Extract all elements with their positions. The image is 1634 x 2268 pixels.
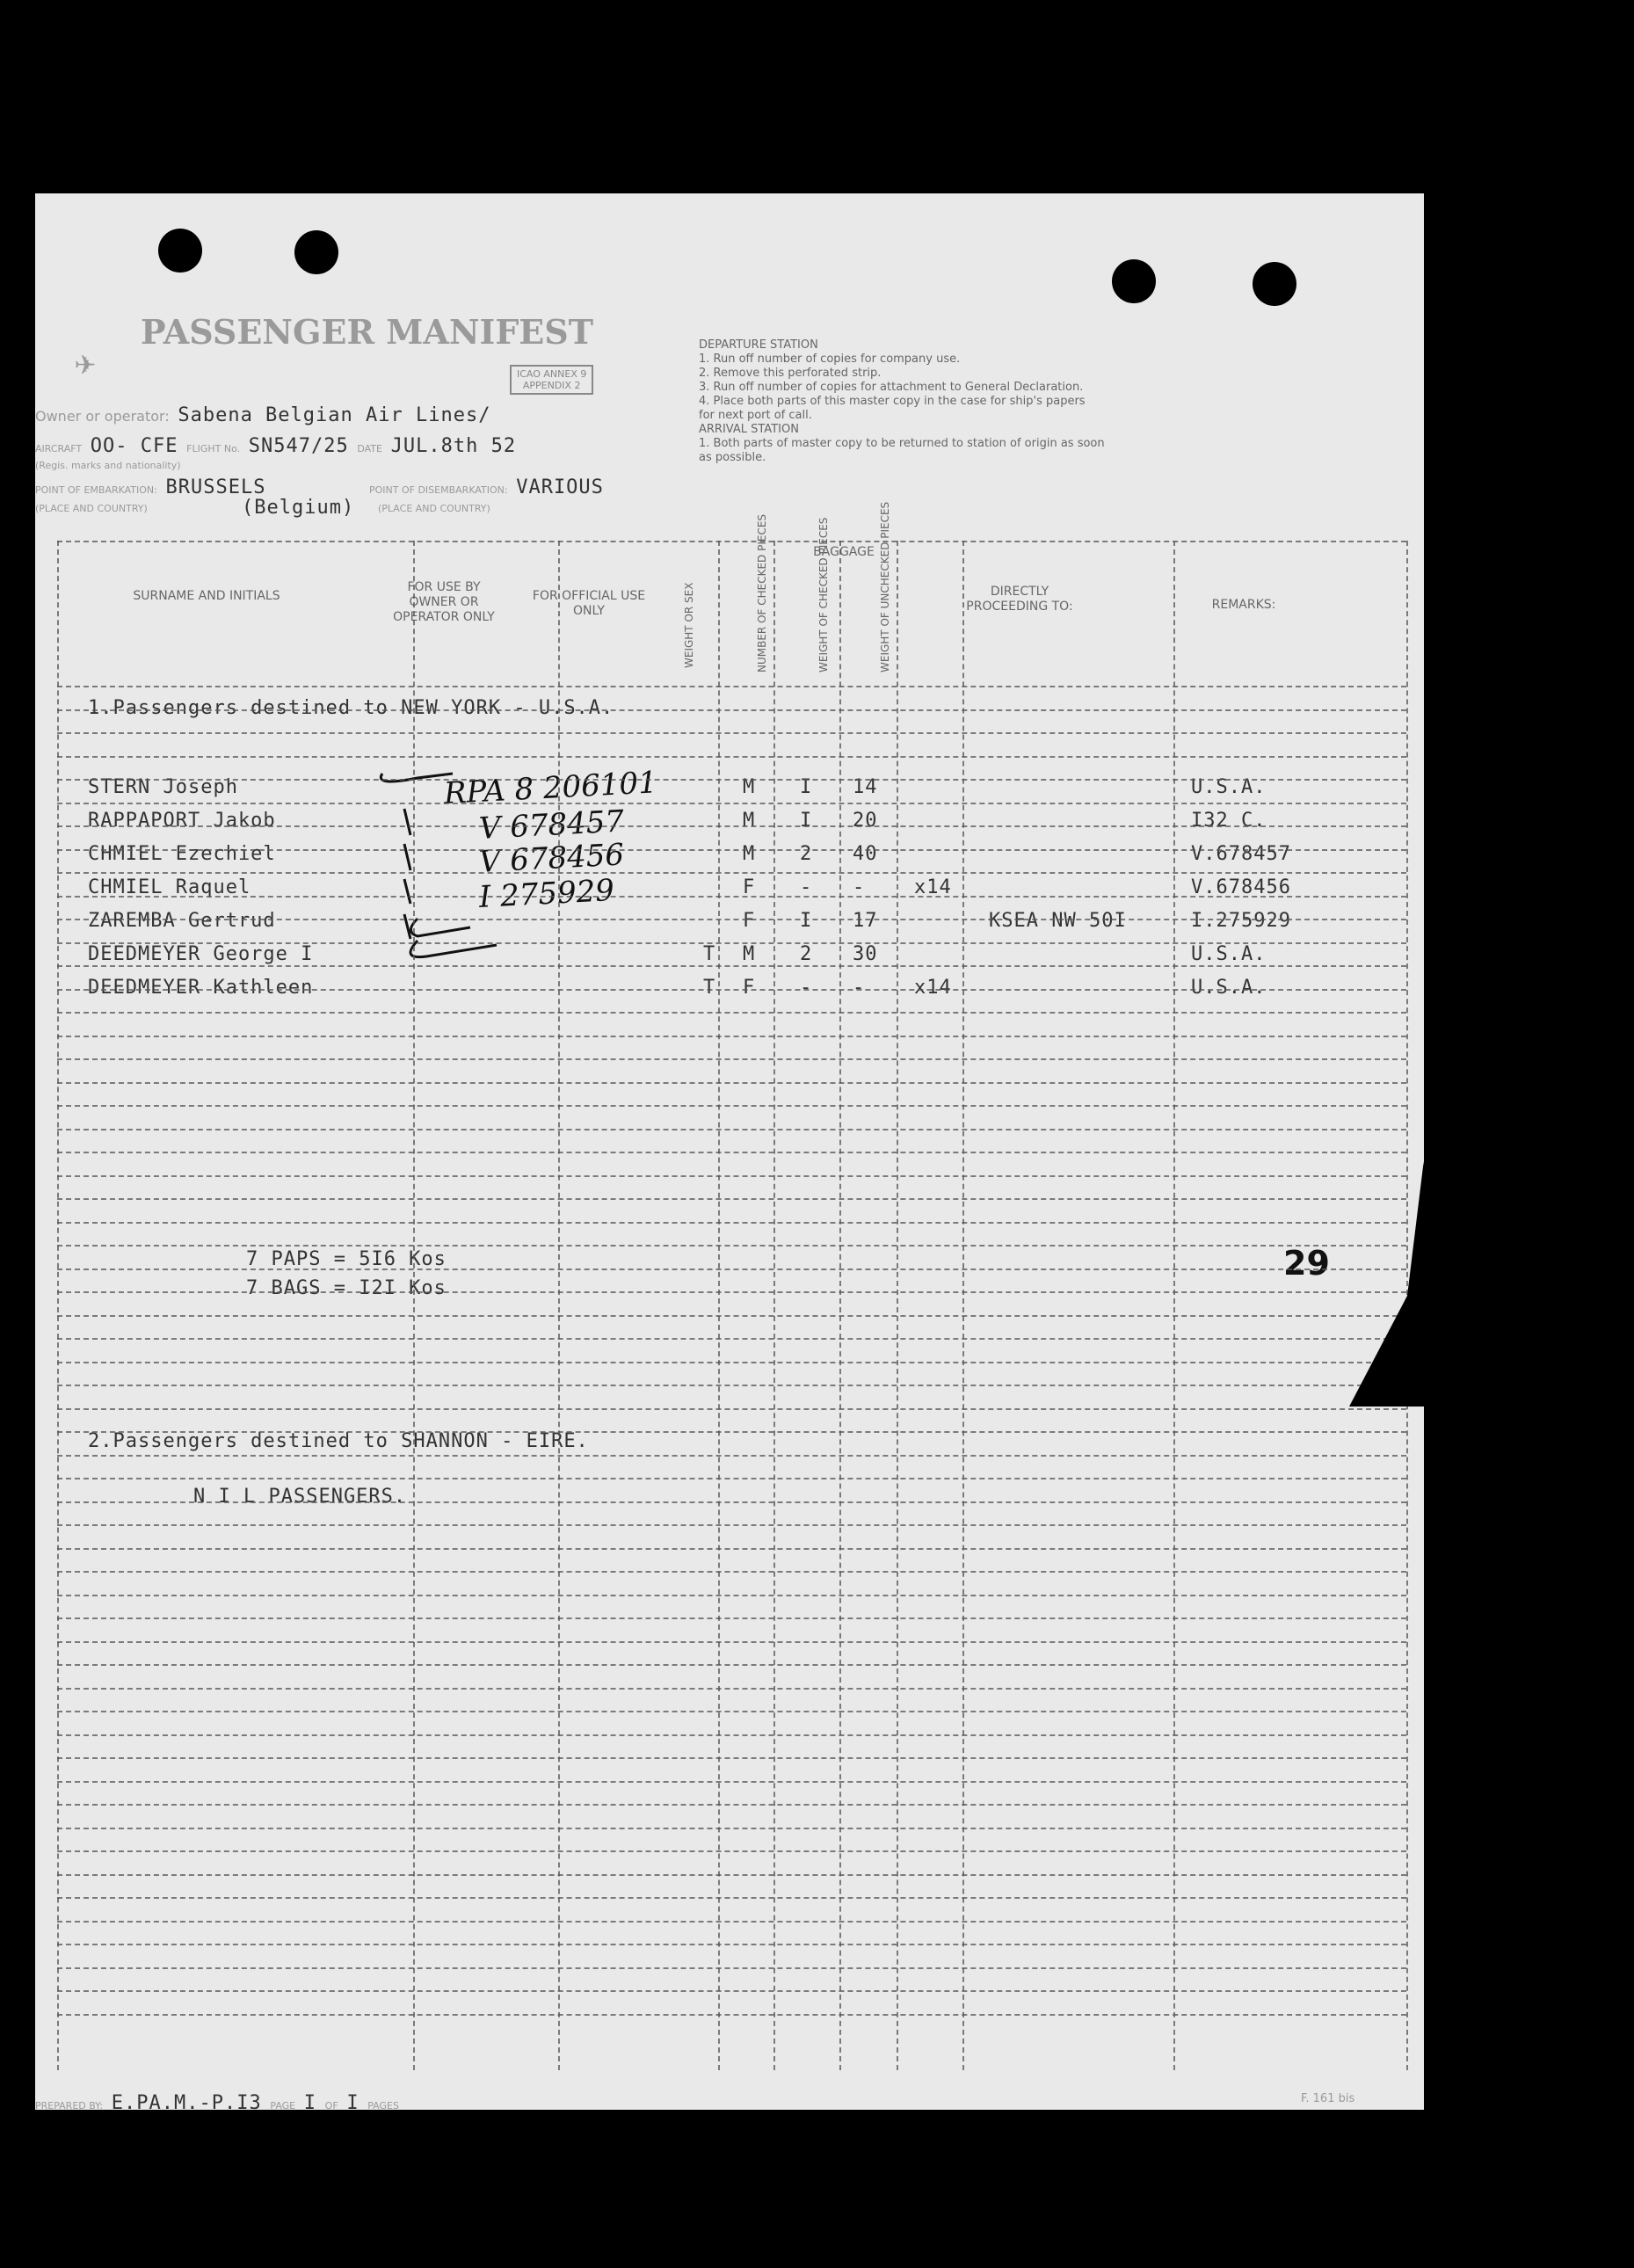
passenger-t-mark: T bbox=[703, 977, 716, 999]
table-row-line bbox=[57, 1338, 1406, 1340]
table-row-line bbox=[57, 1082, 1406, 1084]
instructions bbox=[699, 338, 1105, 465]
flight-label: FLIGHT No. bbox=[186, 443, 241, 454]
passenger-sex: M bbox=[743, 943, 756, 965]
section-2-heading: 2.Passengers destined to SHANNON - EIRE. bbox=[88, 1430, 589, 1452]
table-row-line bbox=[57, 1944, 1406, 1945]
nil-passengers: N I L PASSENGERS. bbox=[193, 1486, 407, 1508]
passenger-name: STERN Joseph bbox=[88, 776, 238, 798]
passenger-name: RAPPAPORT Jakob bbox=[88, 810, 276, 832]
arrival-1: 1. Both parts of master copy to be returned to station of origin as soon bbox=[699, 437, 1105, 450]
footer bbox=[35, 2092, 399, 2114]
table-row-line bbox=[57, 919, 1406, 920]
col-weight-sex: WEIGHT OR SEX bbox=[683, 582, 695, 668]
passenger-unchecked-weight: x14 bbox=[914, 977, 952, 999]
prepared-label: PREPARED BY: bbox=[35, 2100, 104, 2112]
form-title: PASSENGER MANIFEST bbox=[141, 312, 593, 352]
table-column-divider bbox=[897, 541, 898, 2070]
table-row-line bbox=[57, 1105, 1406, 1107]
passenger-remarks: I.275929 bbox=[1191, 910, 1291, 932]
table-row-line bbox=[57, 2014, 1406, 2016]
table-row-line bbox=[57, 756, 1406, 758]
punch-hole bbox=[1112, 259, 1156, 303]
passenger-checked-pieces: I bbox=[800, 910, 813, 932]
passenger-t-mark: T bbox=[703, 943, 716, 965]
table-row-line bbox=[57, 1012, 1406, 1014]
arrival-2: as possible. bbox=[699, 451, 766, 464]
passenger-checked-pieces: - bbox=[800, 977, 813, 999]
handwritten-note: V 678457 bbox=[477, 803, 625, 847]
flight-value: SN547/25 bbox=[248, 435, 349, 457]
table-row-line bbox=[57, 1198, 1406, 1200]
table-column-divider bbox=[413, 541, 415, 2070]
table-column-divider bbox=[773, 541, 775, 2070]
disembarkation-row bbox=[369, 476, 604, 498]
col-remarks: REMARKS: bbox=[1211, 598, 1276, 612]
table-row-line bbox=[57, 1478, 1406, 1479]
passenger-name: ZAREMBA Gertrud bbox=[88, 910, 276, 932]
page-number: 29 bbox=[1283, 1244, 1330, 1283]
handwritten-note: RPA 8 206101 bbox=[442, 765, 658, 811]
disembarkation-value: VARIOUS bbox=[516, 476, 604, 498]
header-divider bbox=[57, 541, 1406, 542]
disembarkation-sub: (PLACE AND COUNTRY) bbox=[378, 503, 490, 514]
table-column-divider bbox=[558, 541, 560, 2070]
instr-heading: DEPARTURE STATION bbox=[699, 338, 818, 352]
table-row-line bbox=[57, 1595, 1406, 1596]
passenger-sex: M bbox=[743, 843, 756, 865]
passenger-sex: F bbox=[743, 876, 756, 898]
passenger-checked-pieces: 2 bbox=[800, 943, 813, 965]
col-baggage: BAGGAGE bbox=[813, 545, 875, 559]
embarkation-row bbox=[35, 476, 265, 498]
annex-line-2: APPENDIX 2 bbox=[522, 380, 581, 391]
handwritten-note: V 678456 bbox=[477, 837, 625, 880]
table-row-line bbox=[57, 1874, 1406, 1876]
handwritten-note: I 275929 bbox=[477, 872, 615, 915]
table-row-line bbox=[57, 1921, 1406, 1923]
passenger-name: CHMIEL Ezechiel bbox=[88, 843, 276, 865]
check-marks bbox=[365, 756, 514, 967]
passenger-name: DEEDMEYER George I bbox=[88, 943, 314, 965]
col-surname: SURNAME AND INITIALS bbox=[133, 589, 280, 603]
table-row-line bbox=[57, 732, 1406, 734]
table-column-divider bbox=[57, 541, 59, 2070]
page-label: PAGE bbox=[270, 2100, 296, 2112]
table-row-line bbox=[57, 1501, 1406, 1503]
table-row-line bbox=[57, 1408, 1406, 1410]
col-owner-use: FOR USE BY OWNER OR OPERATOR ONLY bbox=[393, 580, 495, 624]
section-1-heading: 1.Passengers destined to NEW YORK - U.S.A. bbox=[88, 697, 614, 719]
passenger-remarks: V.678457 bbox=[1191, 843, 1291, 865]
instr-1: 1. Run off number of copies for company use. bbox=[699, 353, 961, 366]
embarkation-country: (Belgium) bbox=[242, 497, 355, 519]
passenger-remarks: U.S.A. bbox=[1191, 943, 1267, 965]
passenger-proceeding: KSEA NW 50I bbox=[989, 910, 1127, 932]
passenger-unchecked-weight: x14 bbox=[914, 876, 952, 898]
table-row-line bbox=[57, 1757, 1406, 1759]
passenger-remarks: V.678456 bbox=[1191, 876, 1291, 898]
col-checked: NUMBER OF CHECKED PIECES bbox=[756, 513, 768, 672]
aircraft-value: OO- CFE bbox=[90, 435, 178, 457]
passenger-checked-pieces: I bbox=[800, 810, 813, 832]
punch-hole bbox=[1253, 262, 1296, 306]
table-row-line bbox=[57, 1711, 1406, 1712]
passenger-sex: F bbox=[743, 977, 756, 999]
pages-label: PAGES bbox=[367, 2100, 399, 2112]
table-row-line bbox=[57, 1222, 1406, 1224]
table-row-line bbox=[57, 1617, 1406, 1619]
instr-3: 3. Run off number of copies for attachment to General Declaration. bbox=[699, 381, 1084, 394]
date-label: DATE bbox=[357, 443, 382, 454]
table-row-line bbox=[57, 1781, 1406, 1783]
owner-label: Owner or operator: bbox=[35, 408, 170, 425]
passenger-checked-weight: 14 bbox=[853, 776, 878, 798]
table-row-line bbox=[57, 779, 1406, 781]
col-weight-checked: WEIGHT OF CHECKED PIECES bbox=[817, 517, 830, 672]
table-row-line bbox=[57, 1152, 1406, 1153]
arrival-heading: ARRIVAL STATION bbox=[699, 423, 799, 436]
form-number: F. 161 bis bbox=[1301, 2092, 1355, 2105]
embarkation-label: POINT OF EMBARKATION: bbox=[35, 484, 157, 496]
table-row-line bbox=[57, 1548, 1406, 1550]
table-row-line bbox=[57, 1291, 1406, 1293]
passenger-checked-weight: 30 bbox=[853, 943, 878, 965]
embarkation-sub: (PLACE AND COUNTRY) bbox=[35, 503, 148, 514]
table-row-line bbox=[57, 942, 1406, 944]
table-row-line bbox=[57, 1058, 1406, 1060]
table-row-line bbox=[57, 965, 1406, 967]
page-value: I bbox=[303, 2092, 317, 2114]
passenger-checked-weight: 40 bbox=[853, 843, 878, 865]
passenger-checked-pieces: 2 bbox=[800, 843, 813, 865]
table-row-line bbox=[57, 989, 1406, 991]
embarkation-value: BRUSSELS bbox=[165, 476, 266, 498]
annex-line-1: ICAO ANNEX 9 bbox=[517, 368, 587, 380]
table-row-line bbox=[57, 1804, 1406, 1806]
total-bags: 7 BAGS = I2I Kos bbox=[246, 1277, 447, 1299]
instr-2: 2. Remove this perforated strip. bbox=[699, 367, 882, 380]
of-label: OF bbox=[324, 2100, 338, 2112]
of-value: I bbox=[346, 2092, 359, 2114]
table-row-line bbox=[57, 1362, 1406, 1363]
disembarkation-label: POINT OF DISEMBARKATION: bbox=[369, 484, 508, 496]
table-row-line bbox=[57, 1850, 1406, 1852]
reg-note: (Regis. marks and nationality) bbox=[35, 460, 181, 471]
table-row-line bbox=[57, 1385, 1406, 1386]
table-column-divider bbox=[962, 541, 964, 2070]
logo: ✈ bbox=[75, 343, 97, 383]
passenger-remarks: I32 C. bbox=[1191, 810, 1267, 832]
flight-row bbox=[35, 435, 516, 457]
table-row-line bbox=[57, 1828, 1406, 1829]
col-proceeding: DIRECTLY PROCEEDING TO: bbox=[966, 585, 1073, 614]
table-row-line bbox=[57, 1967, 1406, 1969]
table-row-line bbox=[57, 1315, 1406, 1317]
punch-hole bbox=[158, 229, 202, 273]
table-row-line bbox=[57, 872, 1406, 874]
table-row-line bbox=[57, 1641, 1406, 1643]
passenger-sex: M bbox=[743, 810, 756, 832]
passenger-checked-pieces: - bbox=[800, 876, 813, 898]
passenger-checked-weight: - bbox=[853, 977, 866, 999]
table-column-divider bbox=[839, 541, 841, 2070]
table-row-line bbox=[57, 1455, 1406, 1457]
table-row-line bbox=[57, 803, 1406, 804]
col-official-use: FOR OFFICIAL USE ONLY bbox=[532, 589, 646, 618]
total-passengers: 7 PAPS = 5I6 Kos bbox=[246, 1248, 447, 1270]
punch-hole bbox=[294, 230, 338, 274]
table-row-line bbox=[57, 1175, 1406, 1177]
owner-value: Sabena Belgian Air Lines/ bbox=[178, 404, 491, 426]
table-row-line bbox=[57, 1245, 1406, 1247]
date-value: JUL.8th 52 bbox=[390, 435, 517, 457]
annex-box bbox=[510, 365, 593, 395]
table-row-line bbox=[57, 825, 1406, 827]
table-row-line bbox=[57, 1524, 1406, 1526]
passenger-checked-weight: - bbox=[853, 876, 866, 898]
table-row-line bbox=[57, 1990, 1406, 1992]
passenger-checked-weight: 17 bbox=[853, 910, 878, 932]
table-row-line bbox=[57, 1431, 1406, 1433]
col-weight-unchecked: WEIGHT OF UNCHECKED PIECES bbox=[879, 501, 891, 672]
passenger-remarks: U.S.A. bbox=[1191, 776, 1267, 798]
table-row-line bbox=[57, 1571, 1406, 1573]
table-column-divider bbox=[718, 541, 720, 2070]
table-row-line bbox=[57, 1897, 1406, 1899]
table-row-line bbox=[57, 686, 1406, 687]
table-row-line bbox=[57, 1664, 1406, 1666]
table-row-line bbox=[57, 1688, 1406, 1690]
prepared-value: E.PA.M.-P.I3 bbox=[111, 2092, 262, 2114]
table-row-line bbox=[57, 1734, 1406, 1736]
manifest-sheet bbox=[35, 193, 1424, 2114]
table-row-line bbox=[57, 896, 1406, 898]
table-column-divider bbox=[1173, 541, 1175, 2070]
passenger-sex: M bbox=[743, 776, 756, 798]
aircraft-label: AIRCRAFT bbox=[35, 443, 83, 454]
passenger-sex: F bbox=[743, 910, 756, 932]
passenger-checked-weight: 20 bbox=[853, 810, 878, 832]
owner-row bbox=[35, 404, 490, 426]
passenger-checked-pieces: I bbox=[800, 776, 813, 798]
instr-4: 4. Place both parts of this master copy in the case for ship's papers bbox=[699, 395, 1086, 408]
passenger-remarks: U.S.A. bbox=[1191, 977, 1267, 999]
table-row-line bbox=[57, 709, 1406, 711]
passenger-name: CHMIEL Raquel bbox=[88, 876, 251, 898]
passenger-name: DEEDMEYER Kathleen bbox=[88, 977, 314, 999]
table-row-line bbox=[57, 1268, 1406, 1270]
table-row-line bbox=[57, 1129, 1406, 1130]
instr-4b: for next port of call. bbox=[699, 409, 812, 422]
table-row-line bbox=[57, 1036, 1406, 1037]
table-row-line bbox=[57, 849, 1406, 851]
